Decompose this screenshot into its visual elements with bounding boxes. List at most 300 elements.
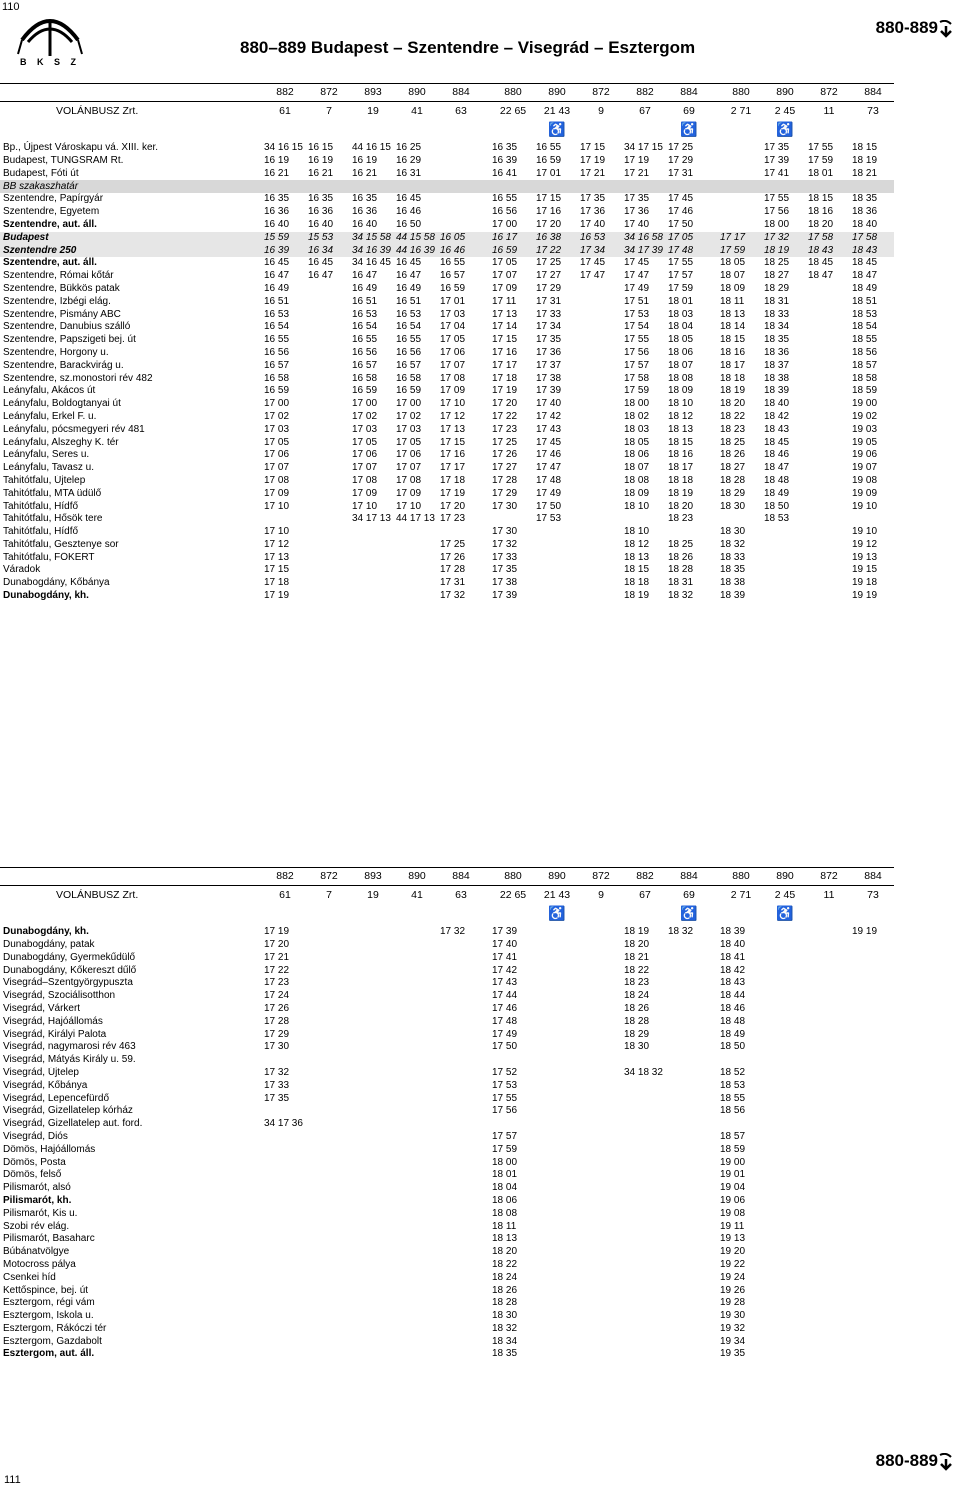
route-number: 890 (394, 868, 438, 886)
departure-time: 17 12 (264, 538, 290, 550)
wheelchair-icon (438, 120, 482, 138)
departure-time (578, 1067, 622, 1080)
departure-time (438, 526, 482, 539)
departure-time (578, 1246, 622, 1259)
departure-time (394, 1233, 438, 1246)
stop-row (0, 296, 894, 309)
departure-time: 18 22 (624, 964, 650, 976)
departure-time: 17 39 (764, 154, 790, 166)
column-gap (710, 1080, 718, 1093)
wheelchair-icon: ♿ (548, 904, 566, 921)
departure-time: 18 01 (808, 167, 834, 179)
departure-time (438, 206, 482, 219)
departure-time (622, 1246, 666, 1259)
departure-time (850, 1182, 894, 1195)
stop-row (0, 475, 894, 488)
departure-time: 17 29 (264, 1028, 290, 1040)
stop-row (0, 138, 894, 155)
departure-time: 17 10 (440, 398, 466, 410)
column-gap (482, 1054, 490, 1067)
departure-time (850, 1284, 894, 1297)
departure-time (718, 1118, 762, 1131)
departure-time (850, 1041, 894, 1054)
column-gap (710, 1259, 718, 1272)
departure-time (578, 1284, 622, 1297)
departure-time: 18 30 (720, 526, 746, 538)
departure-time: 17 25 (536, 257, 562, 269)
departure-time: 18 32 (492, 1322, 518, 1334)
departure-time: 18 21 (624, 951, 650, 963)
departure-time: 17 08 (264, 474, 290, 486)
departure-time: 16 50 (396, 218, 422, 230)
departure-time: 17 40 (624, 218, 650, 230)
departure-time (262, 513, 306, 526)
stop-row (0, 168, 894, 181)
departure-time (534, 1336, 578, 1349)
route-number: 890 (534, 84, 578, 102)
departure-time (578, 1028, 622, 1041)
departure-time (762, 180, 806, 193)
departure-time (850, 180, 894, 193)
stop-name: Szentendre, aut. áll. (3, 218, 97, 230)
departure-time: 18 26 (668, 551, 694, 563)
departure-time: 18 55 (852, 334, 878, 346)
departure-time: 18 25 (764, 257, 790, 269)
departure-time (394, 1272, 438, 1285)
departure-time: 19 07 (852, 462, 878, 474)
departure-time: 17 47 (580, 270, 606, 282)
departure-time (438, 1041, 482, 1054)
column-gap (482, 1041, 490, 1054)
departure-time (306, 488, 350, 501)
departure-time (850, 1118, 894, 1131)
column-gap (710, 321, 718, 334)
departure-time (622, 1080, 666, 1093)
column-gap (482, 922, 490, 939)
departure-time (806, 488, 850, 501)
column-gap (482, 1220, 490, 1233)
departure-time: 18 17 (720, 359, 746, 371)
departure-time (806, 1195, 850, 1208)
column-gap (482, 1233, 490, 1246)
departure-time: 16 59 (396, 385, 422, 397)
departure-time (394, 180, 438, 193)
departure-time (666, 1246, 710, 1259)
departure-time: 19 32 (720, 1322, 746, 1334)
departure-time: 18 23 (720, 423, 746, 435)
departure-time (262, 1156, 306, 1169)
departure-time: 17 42 (536, 410, 562, 422)
departure-time (534, 1169, 578, 1182)
departure-time (534, 1144, 578, 1157)
departure-time: 17 55 (668, 257, 694, 269)
departure-time: 17 29 (668, 154, 694, 166)
stop-name: Esztergom, aut. áll. (3, 1348, 95, 1360)
route-number: 884 (666, 84, 710, 102)
departure-time (262, 1169, 306, 1182)
departure-time: 17 15 (264, 564, 290, 576)
column-gap (482, 155, 490, 168)
departure-time (306, 411, 350, 424)
departure-time: 17 02 (396, 410, 422, 422)
stop-name: Szentendre, aut. áll. (3, 257, 97, 269)
column-gap (710, 155, 718, 168)
departure-time (490, 1118, 534, 1131)
departure-time: 17 35 (764, 142, 790, 154)
departure-time: 16 55 (352, 334, 378, 346)
departure-time (394, 1118, 438, 1131)
departure-time: 16 36 (352, 206, 378, 218)
column-gap (710, 347, 718, 360)
route-number: 880 (490, 84, 534, 102)
departure-time: 19 00 (720, 1156, 746, 1168)
departure-time: 17 39 (492, 590, 518, 602)
stop-name: Szentendre, Papírgyár (3, 193, 104, 205)
departure-time: 19 20 (720, 1246, 746, 1258)
departure-time: 17 30 (492, 526, 518, 538)
departure-time: 17 17 (440, 462, 466, 474)
departure-time (850, 964, 894, 977)
departure-time: 18 56 (852, 346, 878, 358)
departure-time: 34 16 45 (352, 257, 391, 269)
departure-time (806, 1246, 850, 1259)
departure-time: 19 05 (852, 436, 878, 448)
departure-time: 17 56 (492, 1105, 518, 1117)
departure-time: 34 17 36 (264, 1118, 303, 1130)
route-number: 890 (762, 84, 806, 102)
departure-time (806, 1080, 850, 1093)
departure-time (762, 1105, 806, 1118)
departure-time (350, 577, 394, 590)
column-gap (482, 283, 490, 296)
departure-time (850, 1208, 894, 1221)
departure-time (306, 552, 350, 565)
departure-time: 18 19 (720, 385, 746, 397)
departure-time: 17 15 (580, 142, 606, 154)
departure-time: 18 04 (492, 1182, 518, 1194)
departure-time (438, 180, 482, 193)
departure-time: 17 56 (764, 206, 790, 218)
departure-time: 17 08 (440, 372, 466, 384)
departure-time (306, 424, 350, 437)
column-gap (710, 886, 718, 905)
departure-time (578, 1016, 622, 1029)
departure-time (666, 939, 710, 952)
departure-time (394, 1092, 438, 1105)
departure-time (762, 1118, 806, 1131)
departure-time (490, 1054, 534, 1067)
departure-time: 17 55 (492, 1092, 518, 1104)
departure-time: 18 06 (624, 449, 650, 461)
departure-time (394, 1182, 438, 1195)
stop-row (0, 539, 894, 552)
departure-time (394, 526, 438, 539)
departure-time: 17 41 (764, 167, 790, 179)
departure-time (806, 577, 850, 590)
departure-time (262, 1284, 306, 1297)
column-gap (710, 1233, 718, 1246)
departure-time (622, 1156, 666, 1169)
departure-time: 18 46 (764, 449, 790, 461)
column-gap (710, 360, 718, 373)
departure-time: 18 52 (720, 1066, 746, 1078)
stop-name: Budapest, TUNGSRAM Rt. (3, 154, 124, 166)
departure-time: 34 16 39 (350, 244, 394, 257)
departure-time (534, 939, 578, 952)
departure-time (350, 1131, 394, 1144)
departure-time: 18 43 (720, 977, 746, 989)
departure-time: 16 45 (308, 257, 334, 269)
departure-time: 16 38 (534, 232, 578, 245)
departure-time (306, 334, 350, 347)
departure-time (578, 590, 622, 603)
departure-time: 17 17 (718, 232, 762, 245)
route-number: 872 (806, 84, 850, 102)
column-gap (710, 1323, 718, 1336)
run-number: 7 (326, 888, 332, 901)
departure-time: 17 55 (808, 142, 834, 154)
departure-time: 19 34 (720, 1335, 746, 1347)
departure-time: 17 35 (580, 193, 606, 205)
departure-time: 16 05 (438, 232, 482, 245)
departure-time (394, 564, 438, 577)
departure-time: 17 45 (624, 257, 650, 269)
column-gap (710, 1246, 718, 1259)
wheelchair-icon (438, 904, 482, 922)
departure-time: 17 36 (580, 206, 606, 218)
departure-time (578, 283, 622, 296)
departure-time (306, 539, 350, 552)
departure-time: 16 36 (264, 206, 290, 218)
run-number: 67 (639, 888, 651, 901)
column-gap (482, 1028, 490, 1041)
departure-time (806, 1310, 850, 1323)
column-gap (482, 102, 490, 121)
departure-time: 16 39 (262, 244, 306, 257)
departure-time (534, 964, 578, 977)
departure-time (622, 1105, 666, 1118)
departure-time: 18 30 (624, 1041, 650, 1053)
departure-time: 17 32 (264, 1066, 290, 1078)
wheelchair-icon (394, 904, 438, 922)
departure-time (490, 180, 534, 193)
stop-name: Visegrád, nagymarosi rév 463 (3, 1041, 136, 1053)
departure-time (806, 1348, 850, 1361)
departure-time: 18 05 (624, 436, 650, 448)
departure-time: 16 49 (352, 282, 378, 294)
departure-time: 17 34 (578, 244, 622, 257)
departure-time: 15 59 (262, 232, 306, 245)
column-gap (482, 526, 490, 539)
route-number-row (0, 84, 894, 102)
departure-time: 17 55 (764, 193, 790, 205)
departure-time (394, 1156, 438, 1169)
departure-time (578, 1003, 622, 1016)
departure-time (306, 577, 350, 590)
departure-time (850, 1144, 894, 1157)
departure-time (578, 1092, 622, 1105)
departure-time: 17 31 (536, 295, 562, 307)
departure-time: 17 52 (492, 1066, 518, 1078)
departure-time: 17 09 (264, 487, 290, 499)
run-number: 19 (367, 104, 379, 117)
departure-time: 17 09 (440, 385, 466, 397)
stop-row (0, 952, 894, 965)
departure-time (850, 1310, 894, 1323)
departure-time: 18 16 (668, 449, 694, 461)
wheelchair-icon (350, 904, 394, 922)
departure-time: 17 47 (624, 270, 650, 282)
run-number: 61 (279, 888, 291, 901)
departure-time: 18 22 (492, 1258, 518, 1270)
departure-time: 17 00 (264, 398, 290, 410)
stop-row (0, 1220, 894, 1233)
departure-time (850, 939, 894, 952)
column-gap (710, 1131, 718, 1144)
stop-row (0, 1067, 894, 1080)
departure-time (762, 1041, 806, 1054)
departure-time: 17 16 (492, 346, 518, 358)
departure-time: 17 05 (666, 232, 710, 245)
departure-time: 17 05 (264, 436, 290, 448)
column-gap (710, 1348, 718, 1361)
departure-time: 19 00 (852, 398, 878, 410)
wheelchair-icon (490, 904, 534, 922)
departure-time (394, 552, 438, 565)
departure-time: 17 19 (624, 154, 650, 166)
stop-name: Leányfalu, Akácos út (3, 385, 96, 397)
column-gap (710, 283, 718, 296)
timetable-section-1 (0, 83, 960, 603)
departure-time (578, 296, 622, 309)
departure-time: 17 25 (492, 436, 518, 448)
column-gap (710, 577, 718, 590)
column-gap (482, 1169, 490, 1182)
departure-time: 17 10 (264, 526, 290, 538)
column-gap (710, 1310, 718, 1323)
column-gap (482, 977, 490, 990)
wheelchair-icon: ♿ (680, 120, 698, 137)
departure-time: 17 38 (536, 372, 562, 384)
departure-time (306, 180, 350, 193)
wheelchair-icon (850, 904, 894, 922)
stop-name: Tahitótfalu, Hídfő (3, 500, 79, 512)
departure-time (306, 360, 350, 373)
departure-time (306, 1259, 350, 1272)
departure-time: 18 53 (720, 1079, 746, 1091)
departure-time (438, 1233, 482, 1246)
stop-row (0, 1336, 894, 1349)
departure-time (438, 1310, 482, 1323)
departure-time: 16 45 (264, 257, 290, 269)
departure-time: 17 06 (264, 449, 290, 461)
departure-time (578, 1348, 622, 1361)
departure-time (394, 1348, 438, 1361)
departure-time (806, 1272, 850, 1285)
column-gap (710, 296, 718, 309)
departure-time: 17 49 (536, 487, 562, 499)
departure-time: 18 45 (764, 436, 790, 448)
departure-time: 16 47 (396, 270, 422, 282)
departure-time: 16 34 (306, 244, 350, 257)
departure-time (262, 1220, 306, 1233)
departure-time: 18 05 (668, 334, 694, 346)
departure-time: 16 58 (396, 372, 422, 384)
departure-time (806, 1092, 850, 1105)
departure-time (306, 283, 350, 296)
stop-row (0, 1208, 894, 1221)
departure-time (350, 977, 394, 990)
departure-time: 18 11 (492, 1220, 517, 1232)
run-number: 67 (639, 104, 651, 117)
departure-time: 17 48 (492, 1015, 518, 1027)
departure-time: 18 51 (852, 295, 878, 307)
column-gap (710, 552, 718, 565)
departure-time: 17 29 (536, 282, 562, 294)
departure-time (762, 1016, 806, 1029)
departure-time (622, 1220, 666, 1233)
departure-time: 34 17 13 (352, 513, 391, 525)
departure-time: 18 35 (764, 334, 790, 346)
departure-time: 17 15 (492, 334, 518, 346)
departure-time: 17 30 (264, 1041, 290, 1053)
departure-time: 17 10 (264, 500, 290, 512)
departure-time (306, 1220, 350, 1233)
departure-time: 18 15 (808, 193, 834, 205)
departure-time (394, 1016, 438, 1029)
departure-time (438, 1169, 482, 1182)
departure-time: 18 49 (852, 282, 878, 294)
departure-time (666, 1310, 710, 1323)
departure-time: 18 20 (808, 218, 834, 230)
departure-time: 19 24 (720, 1271, 746, 1283)
departure-time (438, 138, 482, 155)
departure-time: 16 45 (396, 257, 422, 269)
departure-time (850, 977, 894, 990)
departure-time: 17 58 (624, 372, 650, 384)
departure-time: 16 53 (578, 232, 622, 245)
departure-time: 17 39 (492, 926, 518, 938)
departure-time: 17 22 (264, 964, 290, 976)
column-gap (482, 270, 490, 283)
departure-time (666, 1208, 710, 1221)
departure-time (666, 1233, 710, 1246)
departure-time (806, 990, 850, 1003)
departure-time (350, 1220, 394, 1233)
stop-name: Visegrád, Lepencefürdő (3, 1092, 110, 1104)
departure-time: 17 48 (666, 244, 710, 257)
departure-time (262, 1233, 306, 1246)
departure-time (718, 180, 762, 193)
column-gap (710, 1092, 718, 1105)
column-gap (710, 270, 718, 283)
stop-name: Dunabogdány, kh. (3, 590, 89, 602)
departure-time (438, 1195, 482, 1208)
departure-time: 18 10 (668, 398, 694, 410)
departure-time (850, 1297, 894, 1310)
departure-time (534, 1092, 578, 1105)
departure-time (666, 1028, 710, 1041)
direction-arrow-icon (938, 1453, 954, 1471)
departure-time (850, 1195, 894, 1208)
column-gap (710, 102, 718, 121)
departure-time: 17 32 (440, 590, 466, 602)
departure-time (578, 1080, 622, 1093)
column-gap (710, 334, 718, 347)
departure-time (350, 1041, 394, 1054)
departure-time (806, 1259, 850, 1272)
departure-time: 19 12 (852, 538, 878, 550)
